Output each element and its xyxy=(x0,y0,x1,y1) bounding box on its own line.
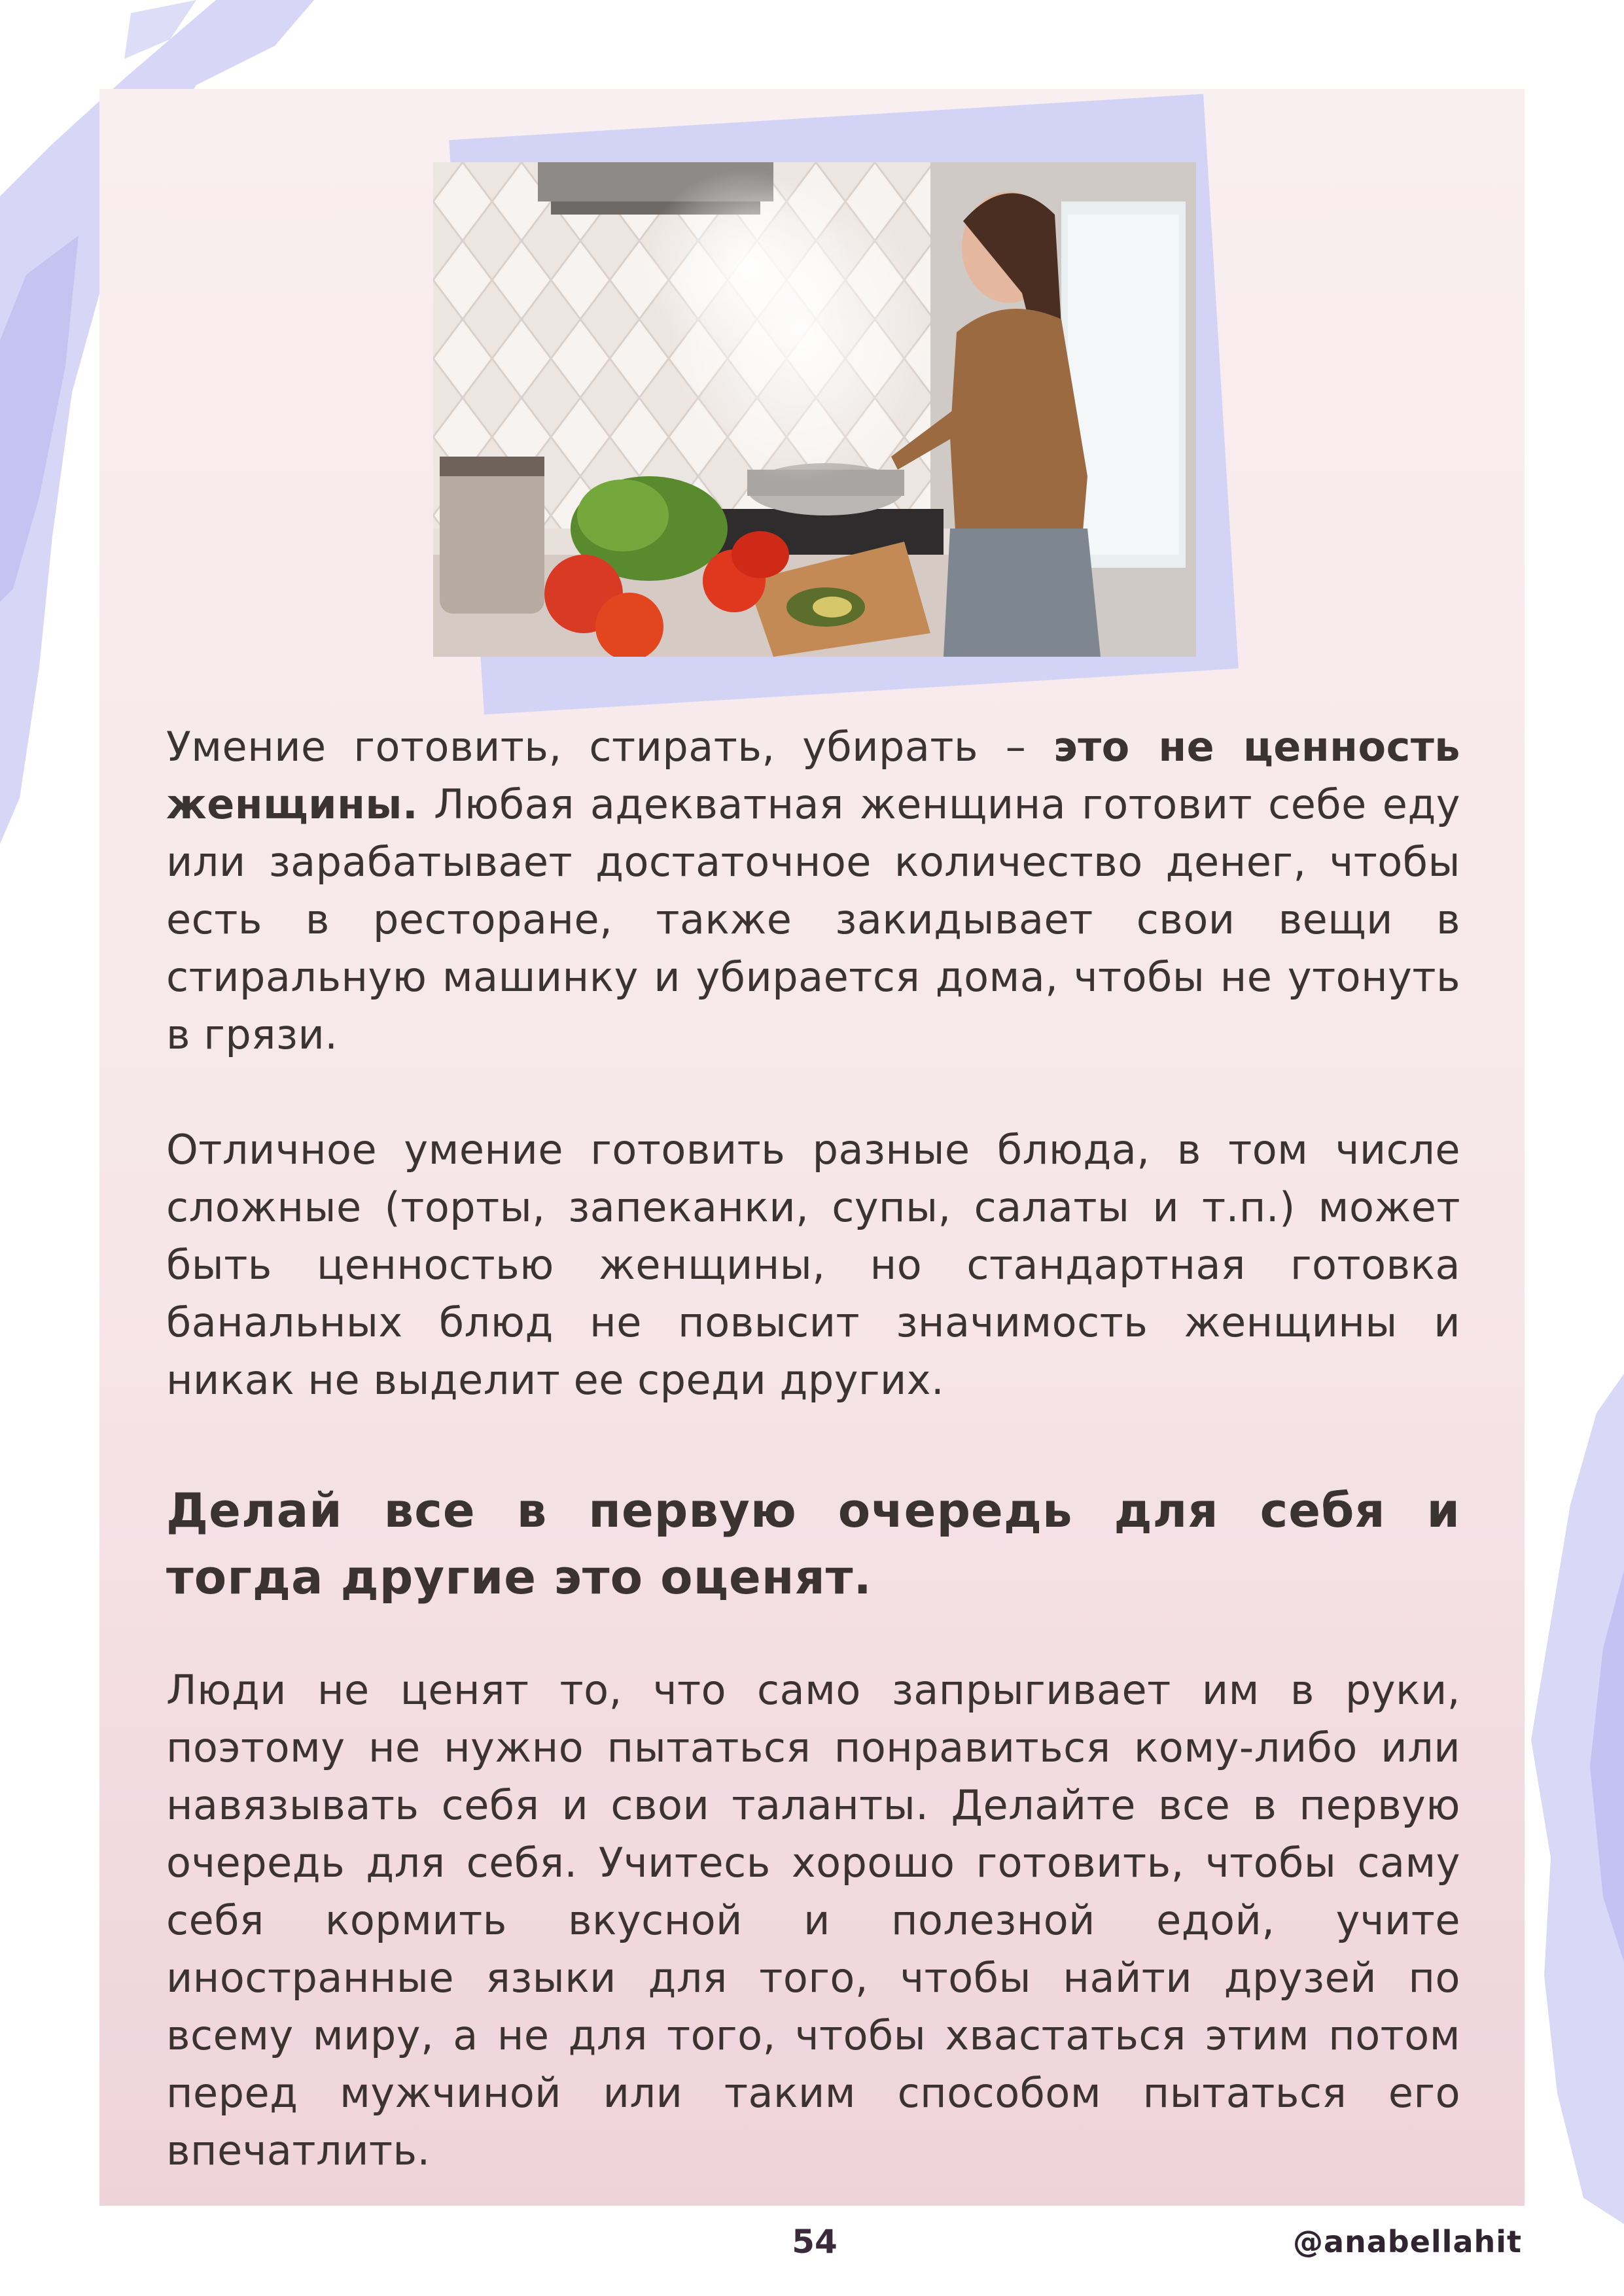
page-number: 54 xyxy=(792,2223,838,2261)
author-handle: @anabellahit xyxy=(1292,2224,1522,2259)
paragraph-1-intro: Умение готовить, стирать, убирать – xyxy=(166,723,1053,771)
paragraph-1-rest: Любая адекватная женщина готовит себе еду или зарабатывает достаточное количество денег, чтобы есть в ресторане, также закидывает свои вещи в стиральную машинку и убирается дома, чтобы не утонуть в грязи. xyxy=(166,780,1460,1058)
paragraph-1 xyxy=(166,718,1460,1064)
paragraph-3: Люди не ценят то, что само запрыгивает им в руки, поэтому не нужно пытаться понравиться кому-либо или навязывать себя и свои таланты. Делайте все в первую очередь для себя. Учитесь хорошо готовить, чтобы саму себя кормить вкусной и полезной едой, учите иностранные языки для того, чтобы найти друзей по всему миру, а не для того, чтобы хвастаться этим потом перед мужчиной или таким способом пытаться его впечатлить. xyxy=(166,1666,1460,2174)
section-heading: Делай все в первую очередь для себя и тогда другие это оценят. xyxy=(166,1483,1460,1605)
paragraph-2: Отличное умение готовить разные блюда, в том числе сложные (торты, запеканки, супы, салаты и т.п.) может быть ценностью женщины, но стандартная готовка банальных блюд не повысит значимость женщины и никак не выделит ее среди других. xyxy=(166,1126,1460,1404)
paragraph-1-bold: это не ценность женщины. xyxy=(166,723,1460,828)
kitchen-photo xyxy=(433,162,1196,657)
